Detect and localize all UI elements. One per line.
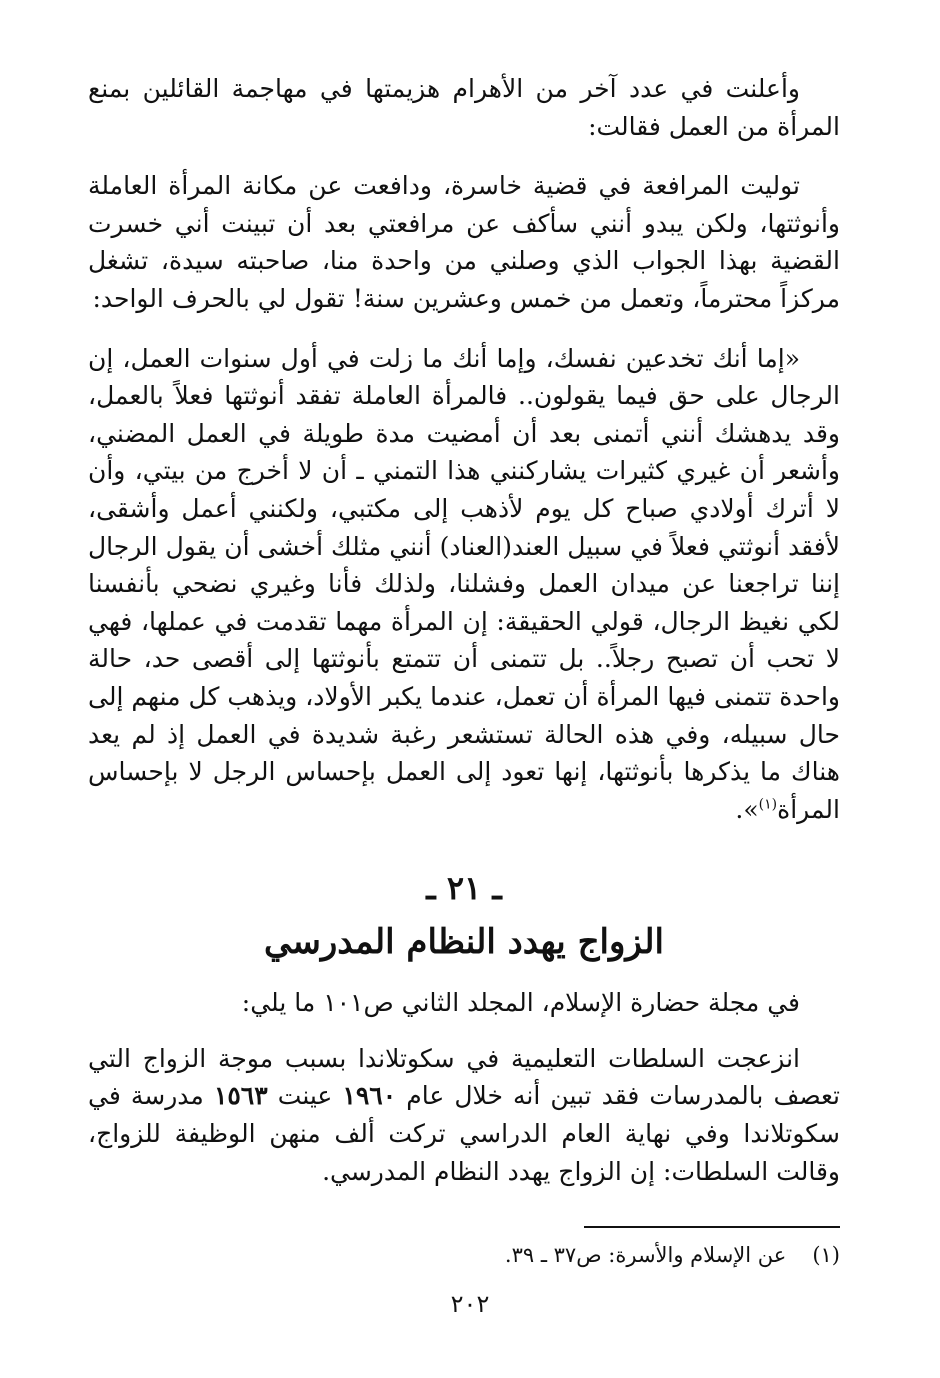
- paragraph-2: توليت المرافعة في قضية خاسرة، ودافعت عن مكانة المرأة العاملة وأنوثتها، ولكن يبدو أنني سأكف عن مرافعتي بعد أن تبينت أني خسرت القضية بهذا الجواب الذي وصلني من واحدة منا، صاحبته سيدة، تشغل مركزاً محترماً، وتعمل من خمس وعشرين سنة! تقول لي بالحرف الواحد:: [88, 171, 840, 313]
- year-number: ١٩٦٠: [342, 1081, 397, 1111]
- quoted-letter-text: «إما أنك تخدعين نفسك، وإما أنك ما زلت في أول سنوات العمل، إن الرجال على حق فيما يقولون.. فالمرأة العاملة تفقد أنوثتها فعلاً بالعمل، وقد يدهشك أنني أتمنى بعد أن أمضيت مدة طويلة في العمل المضني، وأشعر أن غيري كثيرات يشاركنني هذا التمني ـ أن لا أخرج من بيتي، وأن لا أترك أولادي صباح كل يوم لأذهب إلى مكتبي، ولكنني أعمل وأشقى، لأفقد أنوثتي فعلاً في سبيل العند(العناد) أنني مثلك أخشى أن يقول الرجال إننا تراجعنا عن ميدان العمل وفشلنا، ولذلك فأنا وغيري نضحي بأنفسنا لكي نغيظ الرجال، قولي الحقيقة: إن المرأة مهما تقدمت في عملها، فهي لا تحب أن تصبح رجلاً.. بل تتمنى أن تتمتع بأنوثتها إلى أقصى حد، حالة واحدة تتمنى فيها المرأة أن تعمل، عندما يكبر الأولاد، ويذهب كل منهم إلى حال سبيله، وفي هذه الحالة تستشعر رغبة شديدة في العمل إذ لم يعد هناك ما يذكرها بأنوثتها، إنها تعود إلى العمل بإحساس الرجل لا بإحساس المرأة: [88, 343, 840, 824]
- paragraph-1: وأعلنت في عدد آخر من الأهرام هزيمتها في مهاجمة القائلين بمنع المرأة من العمل فقالت:: [88, 74, 840, 141]
- quoted-letter: [88, 340, 840, 829]
- intro-line: في مجلة حضارة الإسلام، المجلد الثاني ص١٠١ ما يلي:: [241, 988, 800, 1018]
- section-number: ـ ٢١ ـ: [426, 869, 502, 908]
- section-title: الزواج يهدد النظام المدرسي: [264, 922, 664, 963]
- body-text-1: انزعجت السلطات التعليمية في سكوتلاندا بسبب موجة الزواج التي تعصف بالمدرسات فقد تبين أنه خلال عام: [88, 1043, 841, 1111]
- body-text-2: عينت: [277, 1081, 333, 1111]
- footnote-reference[interactable]: (١): [758, 796, 778, 813]
- page-number: ٢٠٢: [450, 1290, 490, 1318]
- quote-close: ».: [735, 794, 759, 824]
- footnote-marker: (١): [812, 1243, 840, 1267]
- page-body: [88, 70, 840, 1190]
- paragraph-body: [88, 1040, 840, 1190]
- footnote-text: عن الإسلام والأسرة: ص٣٧ ـ ٣٩.: [504, 1243, 787, 1267]
- footnote: [100, 1240, 840, 1270]
- count-number: ١٥٦٣: [213, 1081, 268, 1111]
- footnote-divider: [584, 1226, 840, 1228]
- body-text-3: مدرسة في سكوتلاندا وفي نهاية العام الدراسي تركت ألف منهن الوظيفة للزواج، وقالت السلطات: إن الزواج يهدد النظام المدرسي.: [88, 1081, 840, 1186]
